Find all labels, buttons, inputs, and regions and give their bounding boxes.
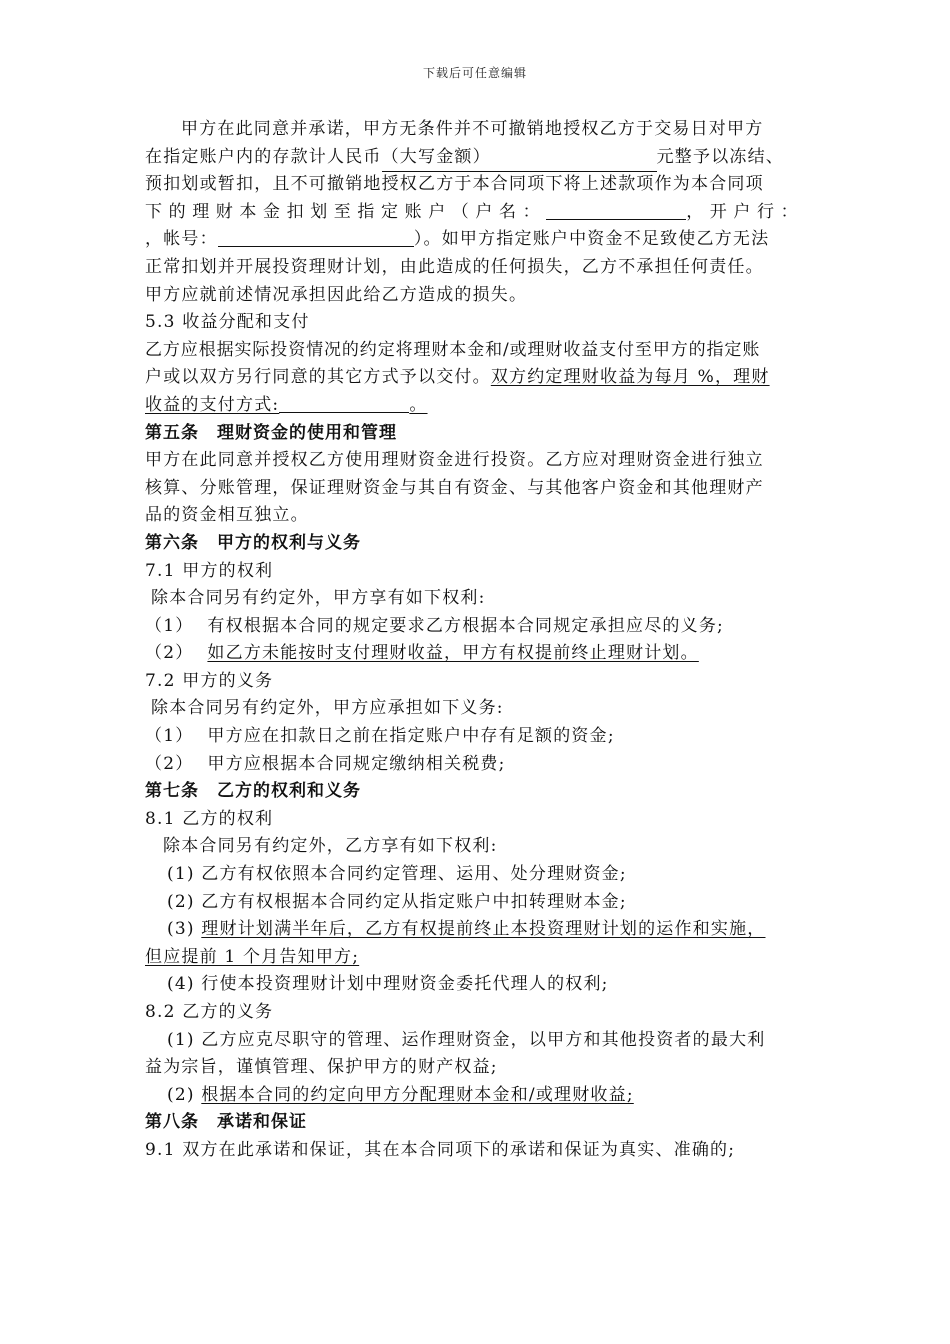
list-item-continuation: 益为宗旨，谨慎管理、保护甲方的财产权益; [145,1057,498,1078]
paragraph-line [145,226,813,254]
paragraph-line [145,392,813,420]
section-number: 8.2 乙方的义务 [145,1002,274,1022]
paragraph-line: 甲方应就前述情况承担因此给乙方造成的损失。 [145,284,528,305]
text: 元整予以冻结、 [656,146,785,167]
paragraph-line: 甲方在此同意并承诺，甲方无条件并不可撤销地授权乙方于交易日对甲方 [181,119,764,139]
list-number: (3) [167,919,202,940]
article-heading: 第七条 乙方的权利和义务 [145,781,361,802]
paragraph-line: 除本合同另有约定外，甲方应承担如下义务: [151,698,504,719]
underlined-text: 双方约定理财收益为每月 %，理财 [490,367,770,388]
section-number: 7.1 甲方的权利 [145,560,274,581]
list-number: （1） [145,615,194,636]
paragraph-line: 乙方应根据实际投资情况的约定将理财本金和/或理财收益支付至甲方的指定账 [145,339,761,360]
account-name-blank [546,199,686,220]
underlined-text: 理财计划满半年后，乙方有权提前终止本投资理财计划的运作和实施， [201,919,766,940]
amount-blank [382,144,657,173]
paragraph-line: 品的资金相互独立。 [145,505,309,526]
list-item: (1) 乙方应克尽职守的管理、运作理财资金，以甲方和其他投资者的最大利 [167,1029,766,1050]
underlined-text: 如乙方未能按时支付理财收益，甲方有权提前终止理财计划。 [207,643,699,664]
list-item: (4) 行使本投资理财计划中理财资金委托代理人的权利; [167,974,609,995]
paragraph-line: 9.1 双方在此承诺和保证，其在本合同项下的承诺和保证为真实、准确的; [145,1139,736,1160]
underlined-text: 。 [409,394,428,415]
section-number: 7.2 甲方的义务 [145,670,274,691]
paragraph-line: 核算、分账管理，保证理财资金与其自有资金、与其他客户资金和其他理财产 [145,477,764,498]
list-item: (2) 乙方有权根据本合同约定从指定账户中扣转理财本金; [167,891,627,912]
page-header: 下载后可任意编辑 [422,66,527,80]
text: 在指定账户内的存款计人民币 [145,146,382,167]
document-body [145,116,813,1165]
text: ）。如甲方指定账户中资金不足致使乙方无法 [413,229,770,250]
paragraph-line [145,199,813,227]
paragraph-line [145,144,813,172]
article-heading: 第五条 理财资金的使用和管理 [145,422,397,443]
text: ，帐号： [145,229,218,250]
article-heading: 第八条 承诺和保证 [145,1112,307,1133]
underlined-text: 但应提前 1 个月告知甲方; [145,946,360,967]
paragraph-line: 除本合同另有约定外，甲方享有如下权利: [151,588,486,609]
section-number: 5.3 收益分配和支付 [145,312,310,333]
text: 甲方应在扣款日之前在指定账户中存有足额的资金; [207,726,615,747]
list-item: (1) 乙方有权依照本合同约定管理、运用、处分理财资金; [167,864,627,885]
account-number-blank [218,226,414,247]
list-item [145,723,813,751]
underlined-text: 根据本合同的约定向甲方分配理财本金和/或理财收益; [201,1084,634,1105]
text: 有权根据本合同的规定要求乙方根据本合同规定承担应尽的义务; [207,615,724,636]
paragraph-line: 甲方在此同意并授权乙方使用理财资金进行投资。乙方应对理财资金进行独立 [145,450,764,471]
amount-placeholder: （大写金额） [381,146,491,167]
text: 户或以双方另行同意的其它方式予以交付。 [145,367,491,388]
list-number: （2） [145,643,194,664]
list-item [145,613,813,641]
paragraph-line: 正常扣划并开展投资理财计划，由此造成的任何损失，乙方不承担任何责任。 [145,256,764,277]
paragraph-line: 除本合同另有约定外，乙方享有如下权利: [163,836,498,857]
list-number: (2) [167,1084,202,1105]
text: 甲方应根据本合同规定缴纳相关税费; [207,753,506,774]
paragraph-line [145,364,813,392]
list-item [145,640,813,668]
list-item [145,1082,813,1110]
list-number: （1） [145,726,194,747]
article-heading: 第六条 甲方的权利与义务 [145,532,361,553]
list-item [145,751,813,779]
list-item [145,916,813,944]
text: ，开户行： [686,201,805,222]
section-number: 8.1 乙方的权利 [145,808,274,829]
paragraph-line: 预扣划或暂扣，且不可撤销地授权乙方于本合同项下将上述款项作为本合同项 [145,174,764,195]
text: 下的理财本金扣划至指定账户（户名： [145,201,547,222]
list-number: （2） [145,753,194,774]
underlined-text: 收益的支付方式: [145,394,280,415]
payment-method-blank [279,392,409,413]
list-item-continuation [145,944,813,972]
